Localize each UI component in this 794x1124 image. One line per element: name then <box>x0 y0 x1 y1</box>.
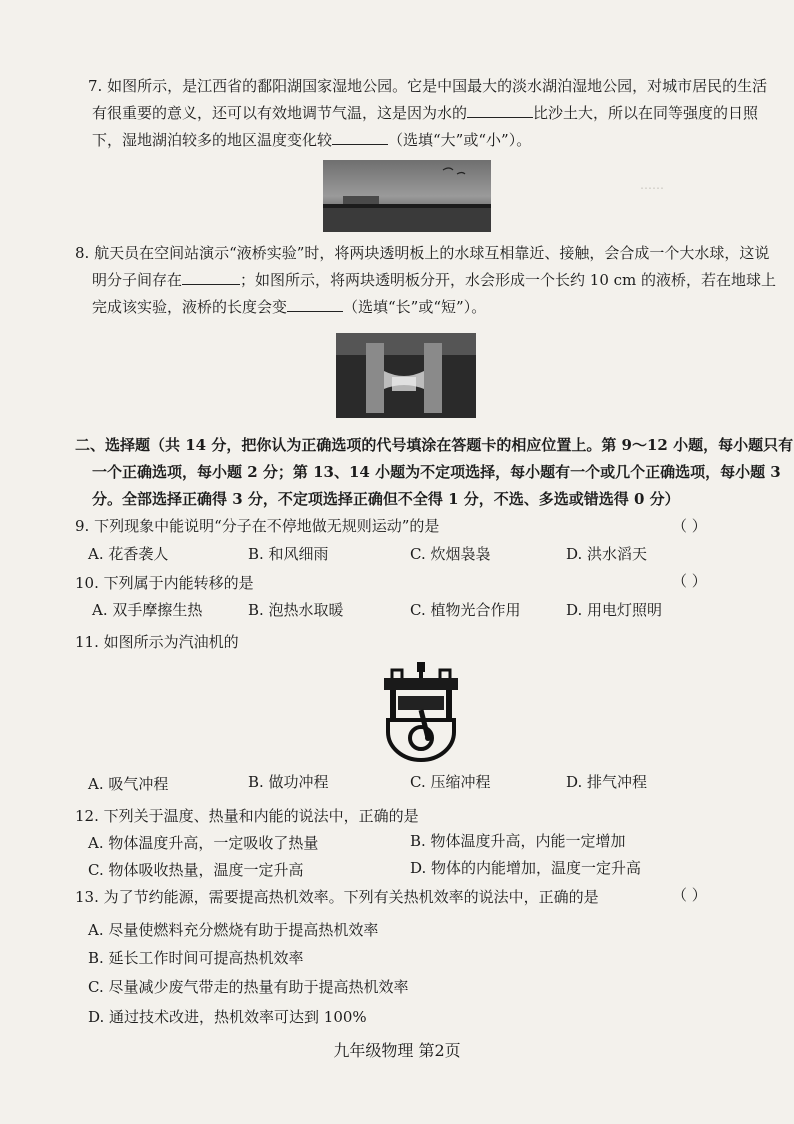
q8-line2-part2: ；如图所示，将两块透明板分开，水会形成一个长约 10 cm 的液桥，若在地球上 <box>240 271 777 289</box>
q9-option-c[interactable]: C. 炊烟袅袅 <box>410 545 491 563</box>
q8-line3-part2: （选填“长”或“短”）。 <box>343 298 487 316</box>
q7-line3 <box>92 129 531 151</box>
q8-line2 <box>92 269 776 291</box>
q7-line2-part1: 有很重要的意义，还可以有效地调节气温，这是因为水的 <box>92 104 468 122</box>
q7-blank2[interactable] <box>332 130 388 145</box>
q9-option-b[interactable]: B. 和风细雨 <box>248 545 329 563</box>
q10-option-c[interactable]: C. 植物光合作用 <box>410 601 521 619</box>
q7-blank1[interactable] <box>467 103 533 118</box>
q11-option-a[interactable]: A. 吸气冲程 <box>88 775 169 793</box>
q8-blank1[interactable] <box>182 270 240 285</box>
q11-option-c[interactable]: C. 压缩冲程 <box>410 773 491 791</box>
section2-line3: 分。全部选择正确得 3 分，不定项选择正确但不全得 1 分，不选、多选或错选得 0 分） <box>92 490 680 508</box>
q7-line2 <box>92 102 758 124</box>
q13-option-a[interactable]: A. 尽量使燃料充分燃烧有助于提高热机效率 <box>88 921 379 939</box>
q7-line3-part1: 下，湿地湖泊较多的地区温度变化较 <box>92 131 333 149</box>
q8-line1: 8. 航天员在空间站演示“液桥实验”时，将两块透明板上的水球互相靠近、接触，会合成一个大水球，这说 <box>75 244 770 262</box>
q11-option-d[interactable]: D. 排气冲程 <box>566 773 648 791</box>
q12-stem: 12. 下列关于温度、热量和内能的说法中，正确的是 <box>75 807 419 825</box>
q9-answer-paren[interactable]: （ ） <box>672 517 707 535</box>
section2-line2: 一个正确选项，每小题 2 分；第 13、14 小题为不定项选择，每小题有一个或几个正确选项，每小题 3 <box>92 463 781 481</box>
q11-stem: 11. 如图所示为汽油机的 <box>75 633 239 651</box>
q12-option-a[interactable]: A. 物体温度升高，一定吸收了热量 <box>88 834 319 852</box>
q9-stem: 9. 下列现象中能说明“分子在不停地做无规则运动”的是 <box>75 517 440 535</box>
q13-option-c[interactable]: C. 尽量减少废气带走的热量有助于提高热机效率 <box>88 978 409 996</box>
q10-stem: 10. 下列属于内能转移的是 <box>75 574 254 592</box>
q12-option-d[interactable]: D. 物体的内能增加，温度一定升高 <box>410 859 642 877</box>
gasoline-engine-diagram <box>378 662 464 762</box>
q12-option-c[interactable]: C. 物体吸收热量，温度一定升高 <box>88 861 304 879</box>
q7-line2-part2: 比沙土大，所以在同等强度的日照 <box>533 104 759 122</box>
q13-stem: 13. 为了节约能源，需要提高热机效率。下列有关热机效率的说法中，正确的是 <box>75 888 599 906</box>
q8-blank2[interactable] <box>287 297 343 312</box>
q8-line3-part1: 完成该实验，液桥的长度会变 <box>92 298 288 316</box>
bleed-through-text: …… <box>640 178 664 192</box>
q10-option-b[interactable]: B. 泡热水取暖 <box>248 601 344 619</box>
q10-option-d[interactable]: D. 用电灯照明 <box>566 601 663 619</box>
q13-option-d[interactable]: D. 通过技术改进，热机效率可达到 100% <box>88 1008 367 1026</box>
q12-option-b[interactable]: B. 物体温度升高，内能一定增加 <box>410 832 626 850</box>
q7-line3-part2: （选填“大”或“小”）。 <box>388 131 532 149</box>
q7-line1: 7. 如图所示，是江西省的鄱阳湖国家湿地公园。它是中国最大的淡水湖泊湿地公园，对城市居民的生活 <box>88 77 768 95</box>
q8-line3 <box>92 296 486 318</box>
q13-option-b[interactable]: B. 延长工作时间可提高热机效率 <box>88 949 304 967</box>
q8-line2-part1: 明分子间存在 <box>92 271 183 289</box>
page-footer: 九年级物理 第2页 <box>333 1041 461 1060</box>
q13-answer-paren[interactable]: （ ） <box>672 886 707 904</box>
q9-option-a[interactable]: A. 花香袭人 <box>88 545 169 563</box>
q9-option-d[interactable]: D. 洪水滔天 <box>566 545 648 563</box>
section2-line1: 二、选择题（共 14 分，把你认为正确选项的代号填涂在答题卡的相应位置上。第 9～12 小题，每小题只有 <box>75 436 794 454</box>
q10-answer-paren[interactable]: （ ） <box>672 572 707 590</box>
wetland-photo <box>323 160 491 232</box>
q10-option-a[interactable]: A. 双手摩擦生热 <box>92 601 203 619</box>
liquid-bridge-photo <box>336 333 476 418</box>
q11-option-b[interactable]: B. 做功冲程 <box>248 773 329 791</box>
